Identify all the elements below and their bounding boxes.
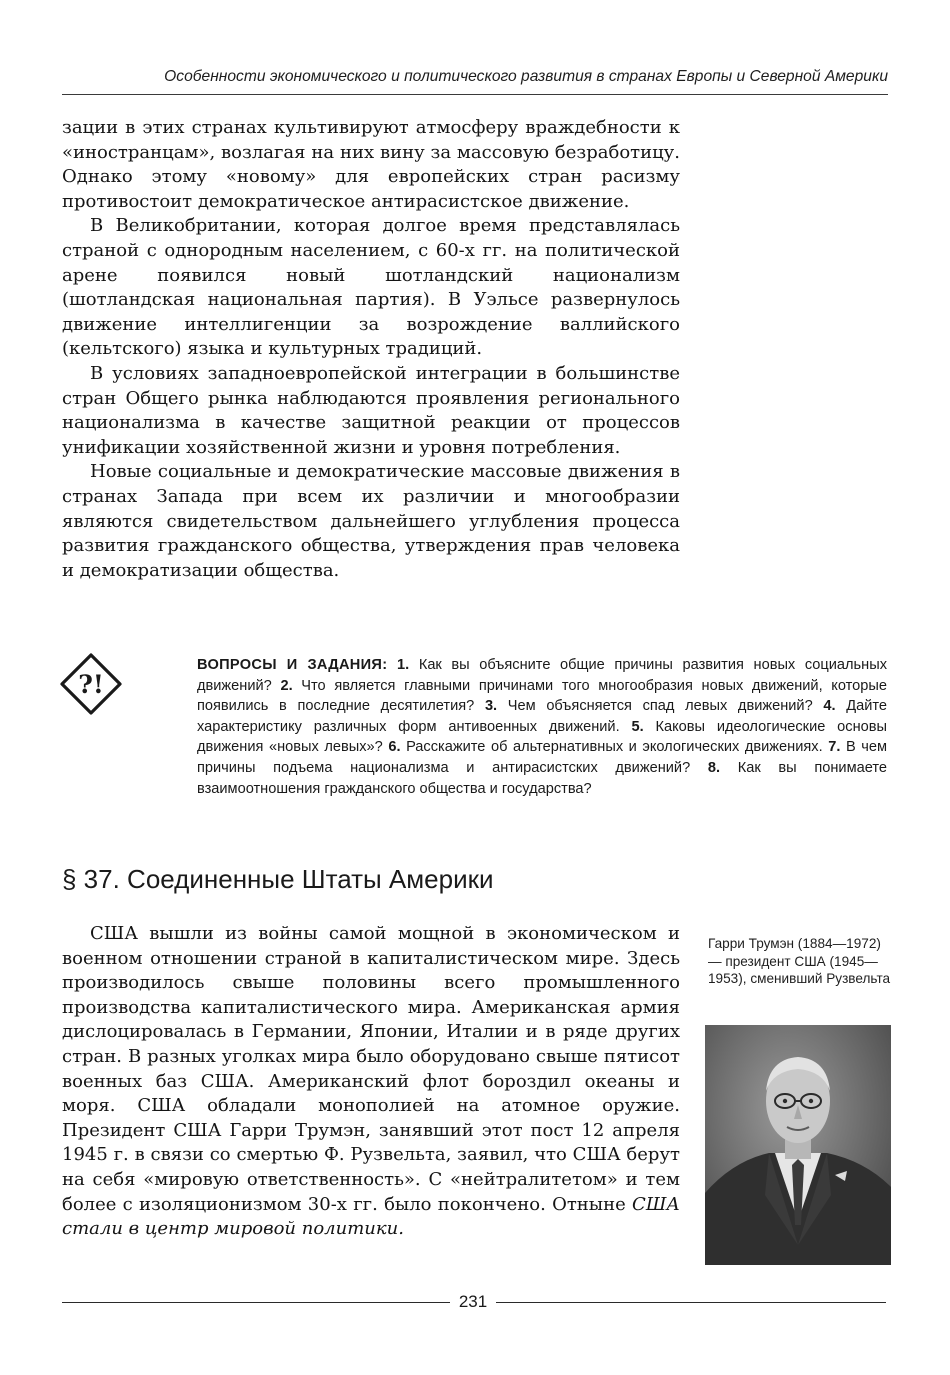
page-number: 231 — [458, 1292, 488, 1311]
question-number: 2. — [280, 677, 293, 694]
footer-rule — [62, 1302, 450, 1303]
paragraph: Новые социальные и демократические массовые движения в странах Запада при всем их различии и многообразии являются свидетельством дальнейшего углубления процесса развития гражданского общества, утверждения прав человека и демократизации общества. — [62, 461, 680, 581]
body-text — [62, 116, 680, 583]
portrait-caption: Гарри Трумэн (1884—1972) — президент США (1945—1953), сменивший Рузвельта — [708, 936, 891, 986]
question-number: 5. — [631, 718, 644, 735]
section-paragraph — [62, 922, 680, 1242]
question-exclamation-diamond-icon — [59, 652, 123, 716]
question-number: 7. — [828, 739, 841, 756]
question-text: Каковы идеологические основы движения «новых левых»? — [197, 718, 887, 756]
question-text: Как вы объясните общие причины развития новых социальных движений? — [197, 657, 888, 694]
section-title: § 37. Соединенные Штаты Америки — [62, 864, 494, 894]
question-number: 3. — [484, 698, 498, 715]
running-header: Особенности экономического и политического развития в странах Европы и Северной Америки — [164, 68, 888, 85]
question-text: Что является главными причинами того многообразия новых движений, которые появились в последние десятилетия? — [197, 677, 887, 715]
questions-block — [197, 655, 887, 799]
question-number: 8. — [707, 759, 721, 776]
question-text: В чем причины подъема национализма и антирасистских движений? — [197, 739, 887, 776]
paragraph: В условиях западноевропейской интеграции в большинстве стран Общего рынка наблюдаются проявления регионального национализма в качестве защитной реакции от процессов унификации хозяйственной жизни и уровня потребления. — [62, 362, 680, 458]
section-body — [62, 922, 680, 1242]
icon-label: ?! — [78, 670, 104, 699]
truman-portrait — [705, 1025, 891, 1265]
section-paragraph-text: США вышли из войны самой мощной в экономическом и военном отношении страной в капиталистическом мире. Здесь производилось свыше половины всего промышленного производства капиталистического мира. Американская армия дислоцировалась в Германии, Японии, Италии и в ряде других стран. В разных уголках мира было оборудовано свыше пятисот военных баз США. Американский флот бороздил океаны и моря. США обладали монополией на атомное оружие. Президент США Гарри Трумэн, занявший этот пост 12 апреля 1945 г. в связи со смертью Ф. Рузвельта, заявил, что США берут на себя «мировую ответственность». С «нейтралитетом» и тем более с изоляционизмом 30-х гг. было покончено. Отныне — [62, 923, 680, 1215]
question-text: Дайте характеристику различных форм антивоенных движений. — [197, 698, 888, 735]
question-number: 1. — [397, 657, 410, 673]
footer-rule — [496, 1302, 886, 1303]
italic-conclusion: США стали в центр мировой политики. — [62, 1193, 680, 1240]
paragraph: В Великобритании, которая долгое время представлялась страной с однородным населением, с 60-х гг. на политической арене появился новый шотландский национализм (шотландская национальная партия). В Уэльсе развернулось движение интеллигенции за возрождение валлийского (кельтского) языка и культурных традиций. — [62, 215, 680, 360]
question-number: 4. — [823, 698, 836, 715]
paragraph: зации в этих странах культивируют атмосферу враждебности к «иностранцам», возлагая на них вину за массовую безработицу. Однако этому «новому» для европейских стран расизму противостоит демократическое антирасистское движение. — [62, 117, 680, 212]
question-number: 6. — [388, 739, 401, 756]
question-text: Как вы понимаете взаимоотношения гражданского общества и государства? — [197, 759, 887, 797]
question-text: Чем объясняется спад левых движений? — [507, 698, 813, 715]
truman-portrait-image — [705, 1025, 891, 1265]
questions-title: ВОПРОСЫ И ЗАДАНИЯ: — [197, 657, 388, 673]
header-rule — [62, 94, 888, 95]
question-text: Расскажите об альтернативных и экологических движениях. — [406, 739, 823, 756]
